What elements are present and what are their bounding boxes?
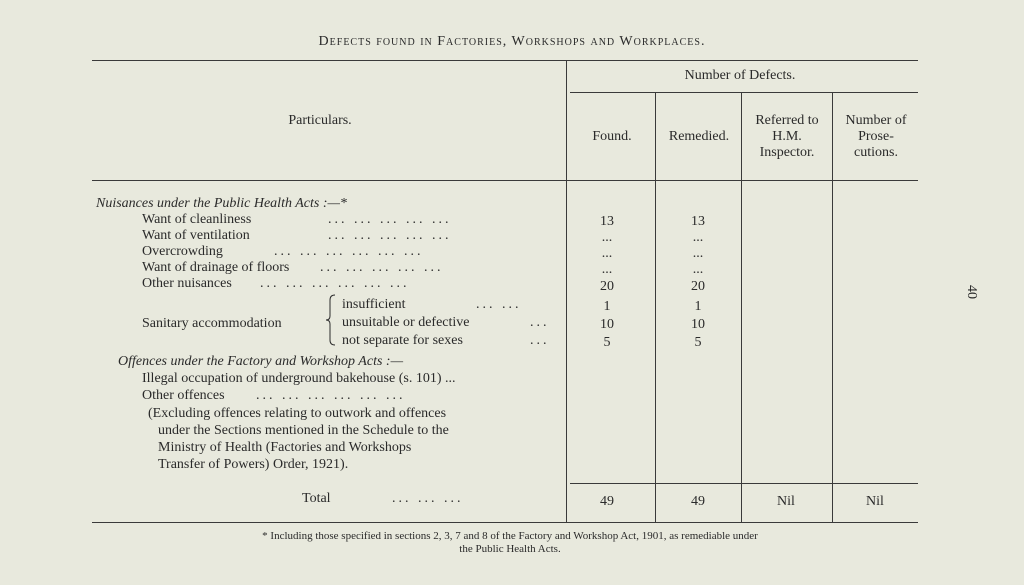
total-prosecutions: Nil (866, 494, 884, 509)
other-offences-dots: ... ... ... ... ... ... (256, 388, 406, 403)
header-found: Found. (592, 129, 632, 144)
header-particulars: Particulars. (288, 113, 352, 128)
row-dots: ... ... ... ... ... ... (274, 244, 424, 259)
sanitary-item-label: not separate for sexes (342, 333, 463, 348)
sanitary-item-label: unsuitable or defective (342, 315, 470, 330)
row-found: ... (601, 246, 613, 261)
total-remedied: 49 (691, 494, 705, 509)
illegal-occupation-row: Illegal occupation of underground bakehouse (s. 101) ... (142, 371, 456, 386)
row-remedied: ... (692, 246, 704, 261)
total-dots: ... ... ... (392, 491, 464, 506)
row-found: 13 (600, 214, 614, 229)
row-dots: ... ... ... ... ... (328, 212, 452, 227)
sanitary-item-dots: ... ... (476, 297, 522, 312)
row-label: Overcrowding (142, 244, 223, 259)
section-public-health: Nuisances under the Public Health Acts :—* (96, 196, 347, 211)
page-title: Defects found in Factories, Workshops and Workplaces. (318, 34, 706, 49)
total-referred: Nil (777, 494, 795, 509)
sanitary-label: Sanitary accommodation (142, 316, 282, 331)
header-referred: Referred to H.M. Inspector. (755, 113, 819, 160)
bottom-rule (92, 522, 918, 523)
row-label: Want of cleanliness (142, 212, 252, 227)
sanitary-remedied: 10 (691, 317, 705, 332)
row-found: ... (601, 262, 613, 277)
other-offences-row: Other offences (142, 388, 225, 403)
footnote: * Including those specified in sections 2, 3, 7 and 8 of the Factory and Workshop Act, 1901, as remediable under the Public Health Acts. (262, 530, 758, 555)
col-divider-4 (832, 92, 833, 522)
col-divider-2 (655, 92, 656, 522)
sanitary-found: 5 (603, 335, 611, 350)
header-bottom-rule (92, 180, 918, 181)
row-dots: ... ... ... ... ... (320, 260, 444, 275)
header-remedied: Remedied. (668, 129, 730, 144)
sanitary-remedied: 1 (694, 299, 702, 314)
row-label: Other nuisances (142, 276, 232, 291)
header-number-of-defects: Number of Defects. (684, 68, 796, 83)
row-label: Want of drainage of floors (142, 260, 290, 275)
row-dots: ... ... ... ... ... ... (260, 276, 410, 291)
total-top-rule (570, 483, 918, 484)
row-found: 20 (600, 279, 614, 294)
total-found: 49 (600, 494, 614, 509)
sanitary-item-dots: ... (530, 315, 550, 330)
top-rule (92, 60, 918, 61)
sanitary-found: 1 (603, 299, 611, 314)
section-factory-workshop: Offences under the Factory and Workshop Acts :— (118, 354, 404, 369)
col-divider-1 (566, 60, 567, 522)
brace-icon (326, 294, 336, 346)
row-remedied: 20 (691, 279, 705, 294)
total-label: Total (302, 491, 331, 506)
row-remedied: ... (692, 262, 704, 277)
subheader-rule (570, 92, 918, 93)
sanitary-found: 10 (600, 317, 614, 332)
row-remedied: ... (692, 230, 704, 245)
sanitary-remedied: 5 (694, 335, 702, 350)
row-dots: ... ... ... ... ... (328, 228, 452, 243)
row-label: Want of ventilation (142, 228, 250, 243)
sanitary-item-dots: ... (530, 333, 550, 348)
page-number: 40 (964, 285, 979, 299)
sanitary-item-label: insufficient (342, 297, 406, 312)
row-found: ... (601, 230, 613, 245)
header-prosecutions: Number of Prose- cutions. (845, 113, 907, 160)
exclusion-note: (Excluding offences relating to outwork and offences under the Sections mentioned in the Schedule to the Ministry of Health (Factories and Workshops Transfer of Powers) Order, 1921). (148, 406, 449, 472)
row-remedied: 13 (691, 214, 705, 229)
